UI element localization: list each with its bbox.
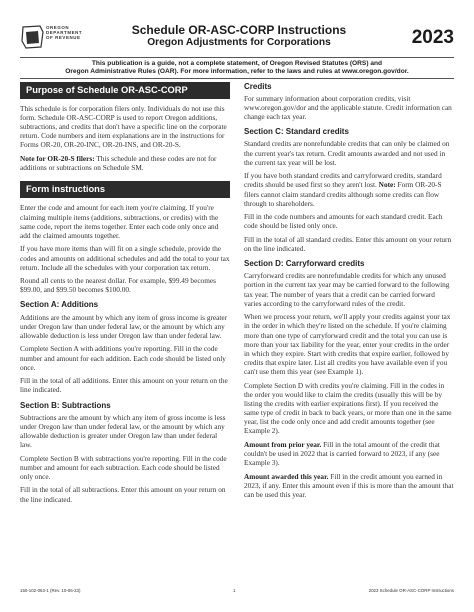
purpose-note: Note for OR-20-S filers: This schedule and these codes are not for additions or subtractions on Schedule SM. xyxy=(20,154,217,173)
footer-title: 2023 Schedule OR-ASC-CORP Instructions xyxy=(368,588,454,593)
section-c-heading: Section C: Standard credits xyxy=(244,127,349,137)
section-c-paragraph-1: Standard credits are nonrefundable credits that can only be claimed on the current year's tax return. Credit amounts awarded and not used in the current tax year will be lost. xyxy=(244,139,450,167)
page-title xyxy=(119,23,359,49)
section-b-paragraph-1: Subtractions are the amount by which any item of gross income is less under Oregon law than under federal law, or the amount by which any allowable deduction is greater under Oregon law than under federal law. xyxy=(20,412,226,449)
section-d-paragraph-2: When we process your return, we'll apply your credits against your tax in the order in which they're listed on the schedule. If you're claiming more than one type of carryforward credit and the total you can use is more than your tax liability for the year, enter your credits in the order in which they expire. Start with credits that expire earlier, followed by credits that expire later. List all credits you have available even if you can't use them this year (see Example 1). xyxy=(244,312,451,376)
right-column xyxy=(244,82,454,504)
form-number: 150-102-063-1 (Rev. 10-06-23) xyxy=(20,588,81,593)
header-divider xyxy=(20,57,454,58)
page-number: 1 xyxy=(233,588,236,593)
form-instructions-heading: Form instructions xyxy=(20,181,230,198)
section-d-paragraph-3: Complete Section D with credits you're claiming. Fill in the codes in the order you would like to claim the credits (usually this will be by listing the credits with earlier expirations first). If you received the same type of credit in back to back years, or more than one in the same year, list the code only once and add credit amounts together (see Example 2). xyxy=(244,380,452,436)
form-paragraph-3: Round all cents to the nearest dollar. For example, $99.49 becomes $99.00, and $99.50 becomes $100.00. xyxy=(20,276,216,295)
credits-heading: Credits xyxy=(244,82,272,91)
section-d-heading: Section D: Carryforward credits xyxy=(244,259,365,269)
credits-paragraph: For summary information about corporation credits, visit www.oregon.gov/dor and the applicable statute. Credit information can change each tax year. xyxy=(244,94,452,122)
purpose-paragraph: This schedule is for corporation filers only. Individuals do not use this form. Schedule OR-ASC-CORP is used to report Oregon additions, subtractions, and credits that don't have a specific line on the corporate return. Code numbers and item explanations are in the instructions for Forms OR-20, OR-20-INC, OR-20-INS, and OR-20-S. xyxy=(20,104,227,150)
section-d-prior-year: Amount from prior year. Fill in the total amount of the credit that couldn't be used in 2022 that is carried forward to 2023, if any (see Example 3). xyxy=(244,439,440,467)
disclaimer-divider xyxy=(20,78,454,79)
section-c-paragraph-4: Fill in the total of all standard credits. Enter this amount on your return on the line indicated. xyxy=(244,235,452,254)
disclaimer: This publication is a guide, not a complete statement, of Oregon Revised Statutes (ORS) and Oregon Administrative Rules (OAR). For more information, refer to the laws and rules at www.oregon.gov/dor. xyxy=(65,60,409,76)
section-b-heading: Section B: Subtractions xyxy=(20,400,111,410)
section-c-paragraph-2: If you have both standard credits and carryforward credits, standard credits should be used first so they aren't lost. Note: Form OR-20-S filers cannot claim standard credits although some credits can flow through to shareholders. xyxy=(244,171,442,208)
section-b-paragraph-2: Complete Section B with subtractions you're reporting. Fill in the code number and amount for each subtraction. Each code should be listed only once. xyxy=(20,453,227,481)
section-a-paragraph-2: Complete Section A with additions you're reporting. Fill in the code number and amount for each addition. Each code should be listed only once. xyxy=(20,344,226,372)
section-d-awarded-this-year: Amount awarded this year. Fill in the credit amount you earned in 2023, if any. Enter this amount even if this is more than the amount that can be used this year. xyxy=(244,471,454,499)
form-paragraph-1: Enter the code and amount for each item you're claiming. If you're claiming multiple items (additions, subtractions, or credits) with the same code, report the items together. Enter each code only once and add the claimed amounts together. xyxy=(20,203,219,240)
document-title: Schedule OR-ASC-CORP Instructions xyxy=(131,23,347,37)
document-subtitle: Oregon Adjustments for Corporations xyxy=(147,37,331,48)
section-d-paragraph-1: Carryforward credits are nonrefundable credits for which any unused portion in the current tax year may be carried forward to the following tax year. The number of years that a credit can be carried forward varies according to the carryforward rules of the credit. xyxy=(244,271,450,308)
tax-year: 2023 xyxy=(411,27,454,48)
logo-text: OREGON DEPARTMENT OF REVENUE xyxy=(46,25,83,41)
section-a-paragraph-1: Additions are the amount by which any item of gross income is greater under Oregon law than under federal law, or the amount by which any allowable deduction is less under Oregon law than under federal law. xyxy=(20,312,228,340)
section-c-paragraph-3: Fill in the code numbers and amounts for each standard credit. Each code should be listed only once. xyxy=(244,212,443,231)
purpose-heading: Purpose of Schedule OR-ASC-CORP xyxy=(20,82,230,99)
form-paragraph-2: If you have more items than will fit on a single schedule, provide the codes and amounts on additional schedules and add the total to your tax return. Include all the schedules with your corporation tax return. xyxy=(20,244,230,272)
section-a-heading: Section A: Additions xyxy=(20,300,99,310)
section-a-paragraph-3: Fill in the total of all additions. Enter this amount on your return on the line indicated. xyxy=(20,376,228,395)
left-column xyxy=(20,82,230,508)
section-b-paragraph-3: Fill in the total of all subtractions. Enter this amount on your return on the line indicated. xyxy=(20,485,226,504)
